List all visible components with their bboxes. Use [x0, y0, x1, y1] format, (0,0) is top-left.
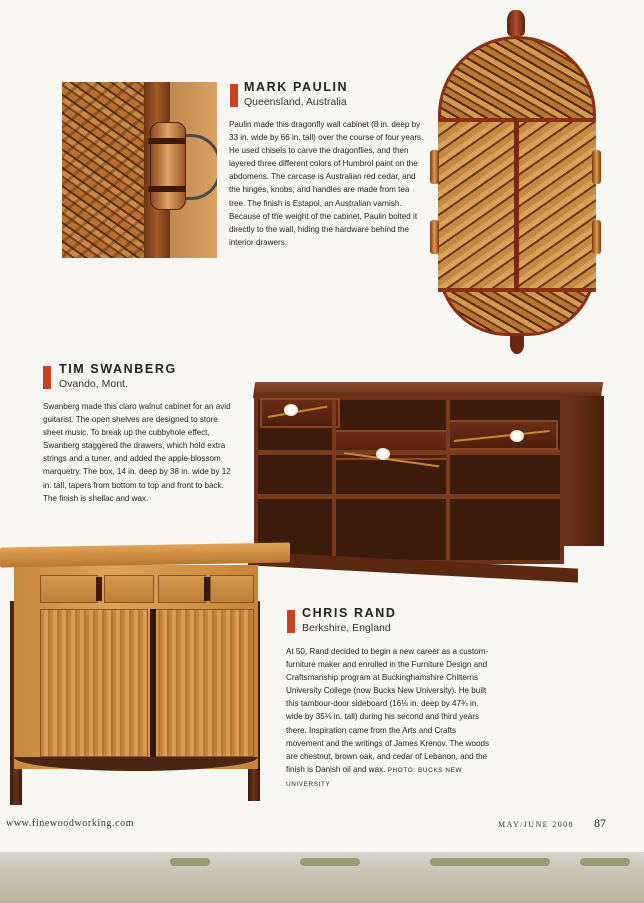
footer-website-link[interactable]: www.finewoodworking.com — [6, 818, 135, 829]
name-accent-bar — [287, 610, 295, 633]
dragonfly-detail-photo — [62, 82, 217, 258]
dragonfly-wall-cabinet-photo — [438, 10, 598, 355]
description-rand — [286, 645, 490, 791]
name-accent-bar — [43, 366, 51, 389]
description-paulin: Paulin made this dragonfly wall cabinet (8 in. deep by 33 in. wide by 66 in. tall) over the course of four years. He used chisels to carve the dragonflies, and then layered three different colors of Humbrol paint on the abdomens. The carcase is Australian red cedar, and the hinges, knobs, and handles are made from tea tree. The finish is Estapol, an Australian varnish. Because of the weight of the cabinet, Paulin bolted it directly to the wall, hiding the hardware behind the interior drawers. — [229, 120, 424, 247]
footer-page-number: 87 — [594, 816, 606, 830]
maker-name-paulin: MARK PAULIN — [244, 80, 349, 94]
name-accent-bar — [230, 84, 238, 107]
description-rand-text: At 50, Rand decided to begin a new career as a custom-furniture maker and enrolled in the Furniture Design and Craftsmanship program at Buckinghamshire Chilterns University College (now Bucks New University). He built this tambour-door sideboard (16⅛ in. deep by 47¾ in. wide by 35⅛ in. tall) during his second and third years there. Inspiration came from the Arts and Crafts movement and the writings of James Krenov. The woods are chestnut, brown oak, and cedar of Lebanon, and the finish is Danish oil and wax. — [286, 647, 490, 774]
tambour-sideboard-photo — [0, 545, 290, 807]
description-swanberg: Swanberg made this claro walnut cabinet for an avid guitarist. The open shelves are designed to store sheet music. To break up the cubbyhole effect, Swanberg staggered the drawers, which hold extra strings and a tuner, and added the apple-blossom marquetry. The box, 14 in. deep by 38 in. wide by 12 in. tall, tapers from bottom to top and front to back. The finish is shellac and wax. — [43, 402, 231, 503]
footer-issue-date: MAY/JUNE 2008 — [498, 820, 574, 829]
maker-location-paulin: Queensland, Australia — [244, 96, 347, 108]
scan-background-strip — [0, 852, 644, 903]
maker-name-rand: CHRIS RAND — [302, 606, 397, 620]
maker-location-swanberg: Ovando, Mont. — [59, 378, 128, 390]
maker-name-swanberg: TIM SWANBERG — [59, 362, 177, 376]
claro-walnut-cabinet-photo — [248, 382, 608, 580]
maker-location-rand: Berkshire, England — [302, 622, 391, 634]
photo-credit: PHOTO: BUCKS NEW UNIVERSITY — [286, 766, 463, 788]
